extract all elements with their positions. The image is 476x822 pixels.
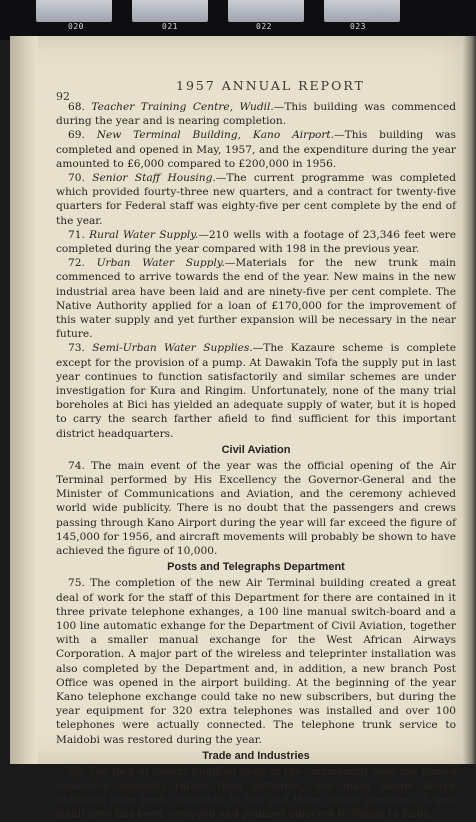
paragraph-text: —Materials for the new trunk main commenced to arrive towards the end of the year. New mains in the new industrial area have been laid and are ninety-five per cent complete. The Native Authority applied for a loan of £170,000 for the improvement of this water supply and yet further expansion will be necessary in the near future.	[56, 257, 457, 341]
paragraph	[56, 171, 456, 228]
page-edge	[462, 36, 476, 764]
report-body	[56, 100, 456, 822]
paragraph-title: Senior Staff Housing.	[92, 172, 216, 185]
film-frame	[36, 0, 112, 22]
paragraph-number: 68.	[68, 101, 85, 113]
frame-number: 022	[256, 22, 272, 31]
paragraph	[56, 128, 456, 171]
film-frame	[132, 0, 208, 22]
frame-number: 021	[162, 22, 178, 31]
film-frame	[228, 0, 304, 22]
paragraph-text: —The current programme was completed which provided fourty-three new quarters, and a contract for twenty-five quarters for Federal staff was eighty-five per cent complete by the end of the year.	[56, 172, 456, 227]
paragraph	[56, 256, 456, 341]
paragraph	[56, 100, 456, 128]
section-heading-trade-industries: Trade and Industries	[202, 749, 310, 762]
paragraph-text: —The Kazaure scheme is complete except for the provision of a pump. At Dawakin Tofa the supply put in last year continues to function satisfactorily and similar schemes are under investigation for Kura and Ringim. Unfortunately, none of the many trial boreholes at Bici has yielded an adequate supply of water, but it is hoped to carry the search farther afield to find sufficient for this important district headquarters.	[56, 342, 456, 440]
paragraph-text: —This building was completed and opened in May, 1957, and the expenditure during the year amounted to £6,000 compared to £200,000 in 1956.	[56, 129, 456, 170]
paragraph-number: 71.	[68, 228, 85, 241]
page-number: 92	[56, 90, 70, 103]
paragraph-title: New Terminal Building, Kano Airport.	[96, 129, 335, 142]
paragraph-number: 72.	[68, 257, 85, 270]
film-frame	[324, 0, 400, 22]
section-heading-posts-telegraphs: Posts and Telegraphs Department	[167, 561, 345, 574]
paragraph	[56, 341, 456, 440]
paragraph-text: —This building was commenced during the year and is nearing completion.	[56, 101, 456, 128]
page-header	[56, 78, 456, 103]
frame-number: 023	[350, 22, 366, 31]
paragraph: 74. The main event of the year was the official opening of the Air Terminal performed by His Excellency the Governor-General and the Minister of Communications and Aviation, and the ceremony achieved world wide publicity. There is no doubt that the passengers and crews passing through Kano Airport during the year will far exceed the figure of 145,000 for 1956, and aircraft movements will probably be shown to have achieved the figure of 10,000.	[56, 459, 456, 558]
paragraph-number: 69.	[68, 129, 85, 142]
paragraph: 75. The completion of the new Air Terminal building created a great deal of work for the staff of this Department for there are contained in it three private telephone exhanges, a 100 line manual switch-board and a 100 line automatic exhange for the Department of Civil Aviation, together with a smaller manual exchange for the West African Airways Corporation. A major part of the wireless and teleprinter installation was also completed by the Department and, in addition, a new branch Post Office was opened in the airport building. At the beginning of the year Kano telephone exchange could take no new subscribers, but during the year equipment for 320 extra telephones was installed and over 100 telephones were actually connected. The telephone trunk service to Maidobi was restored during the year.	[56, 577, 456, 746]
section-heading-civil-aviation: Civil Aviation	[221, 443, 291, 456]
paragraph: 76. The lack of vacant building plots in the commercial area has forced expansion upwards rather than outwards, and many single storey buildings have been converted to two and three storey premises. A new small area has been surveyed and planned adjacent to Fagge ta Kudu.	[56, 765, 456, 821]
paragraph-text: —210 wells with a footage of 23,346 feet were completed during the year compared with 198 in the previous year.	[56, 228, 456, 256]
paragraph-title: Urban Water Supply.	[96, 257, 225, 270]
running-title: 1957 ANNUAL REPORT	[176, 78, 365, 93]
frame-number: 020	[68, 22, 84, 31]
paragraph	[56, 228, 456, 256]
paragraph-number: 73.	[68, 342, 85, 355]
film-strip	[0, 0, 476, 40]
paragraph-number: 70.	[68, 172, 85, 185]
paragraph-title: Semi-Urban Water Supplies.	[92, 342, 253, 355]
paragraph-title: Teacher Training Centre, Wudil.	[91, 101, 274, 113]
page-binding	[10, 36, 38, 764]
paragraph-title: Rural Water Supply.	[89, 228, 199, 241]
